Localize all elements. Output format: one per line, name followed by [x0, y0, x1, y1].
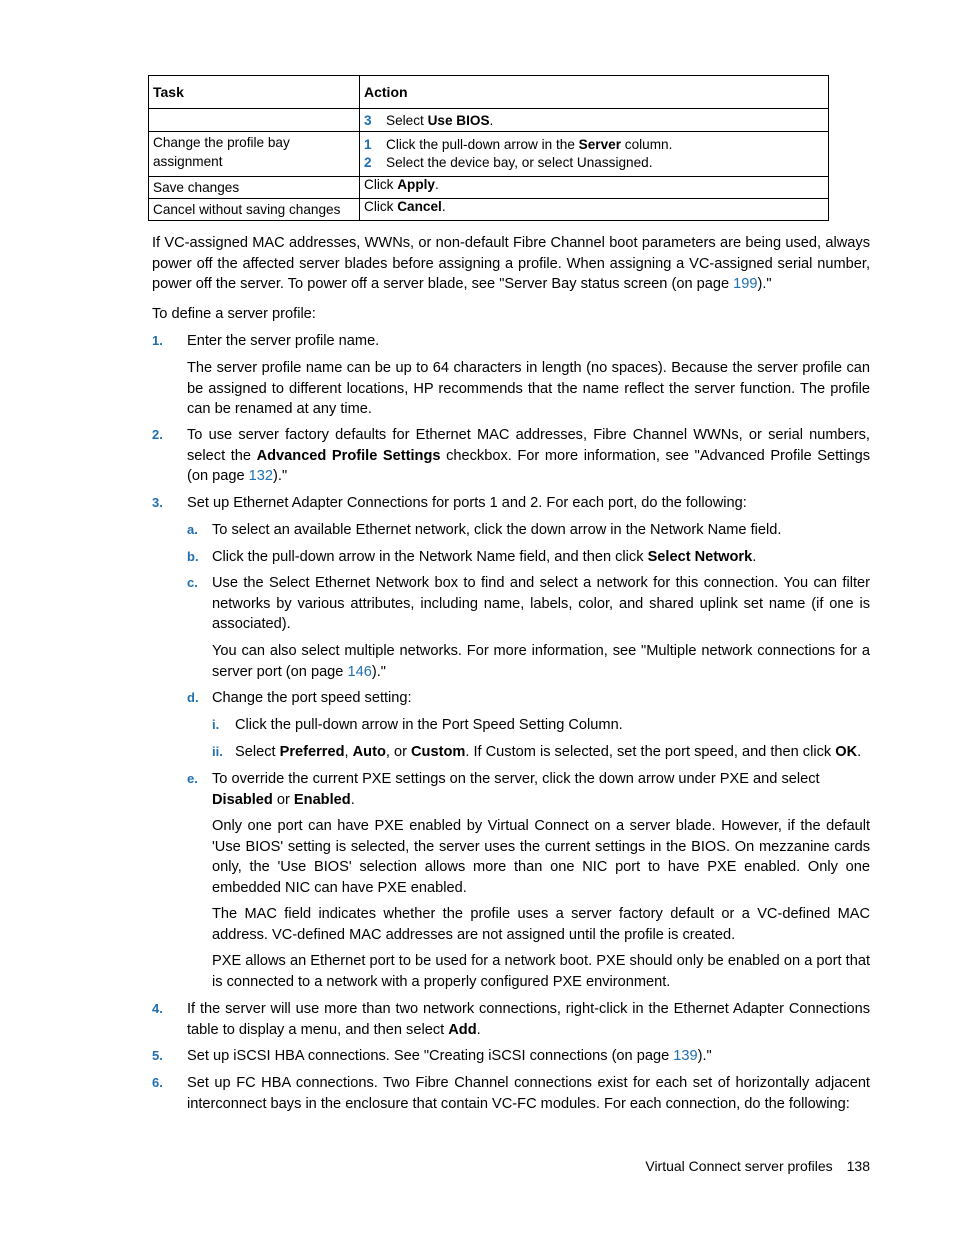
page-footer [645, 1158, 870, 1174]
text: To override the current PXE settings on the server, click the down arrow under PXE and select [212, 771, 820, 787]
bold-text: Select Network [647, 549, 753, 565]
footer-page-number: 138 [846, 1158, 870, 1174]
bold-text: Add [448, 1021, 477, 1038]
text: or [272, 791, 294, 808]
text: )." [371, 663, 386, 680]
bold-text: Auto [352, 744, 386, 760]
bold-text: Advanced Profile Settings [256, 447, 441, 464]
step-number: 3. [152, 495, 163, 510]
step-bold: Server [578, 137, 621, 152]
step-bold: Cancel [397, 199, 442, 214]
page-link[interactable]: 199 [733, 276, 758, 293]
bold-text: Preferred [279, 744, 345, 760]
text: If the server will use more than two network connections, right-click in the Ethernet Adapter Connections table to display a menu, and then select [187, 1001, 870, 1038]
step-text: . [489, 112, 494, 128]
text: )." [273, 468, 288, 485]
table-cell-action [360, 177, 829, 199]
table-cell-task: Change the profile bay assignment [149, 132, 360, 177]
substep-letter: b. [187, 549, 199, 564]
page-link[interactable]: 132 [248, 468, 274, 485]
substep-note [212, 641, 870, 682]
step-text [187, 425, 870, 487]
text: , [344, 744, 353, 760]
step-text: . [435, 177, 439, 192]
intro-end: )." [757, 276, 772, 293]
define-label: To define a server profile: [152, 306, 316, 322]
text: . [752, 549, 757, 565]
step-text: column. [621, 137, 673, 152]
page-link[interactable]: 146 [347, 663, 372, 680]
text: . [857, 744, 862, 760]
table-cell-task: Save changes [149, 177, 360, 199]
substep-text: To select an available Ethernet network, click the down arrow in the Network Name field. [212, 522, 782, 538]
step-bold: Apply [397, 177, 435, 192]
step-number: 3 [364, 112, 372, 128]
step-text: Enter the server profile name. [187, 333, 380, 349]
text: . [350, 791, 355, 808]
table-cell-action [360, 132, 829, 177]
intro-paragraph [152, 233, 870, 295]
step-number: 1 [364, 137, 372, 152]
substep-roman: ii. [212, 744, 223, 759]
table-header-action: Action [360, 76, 829, 109]
table-cell-task: Cancel without saving changes [149, 199, 360, 221]
bold-text: Enabled [293, 791, 351, 808]
step-text: Select the device bay, or select Unassigned. [386, 155, 653, 170]
substep-text [235, 742, 870, 763]
step-number: 6. [152, 1075, 163, 1090]
step-number: 1. [152, 333, 163, 348]
substep-letter: e. [187, 771, 198, 786]
text: . [476, 1021, 481, 1038]
substep-letter: d. [187, 690, 199, 705]
substep-text: Change the port speed setting: [212, 690, 412, 706]
table-header-task: Task [149, 76, 360, 109]
step-number: 4. [152, 1001, 163, 1016]
step-note: The server profile name can be up to 64 characters in length (no spaces). Because the server profile can be assigned to different locations, HP recommends that the name reflect the server function. The profile can be renamed at any time. [187, 360, 870, 418]
substep-letter: c. [187, 575, 198, 590]
substep-text [212, 769, 870, 810]
text: You can also select multiple networks. For more information, see "Multiple network connections for a server port (on page [212, 643, 870, 680]
step-text [187, 1046, 870, 1067]
substep-letter: a. [187, 522, 198, 537]
text: . If Custom is selected, set the port speed, and then click [465, 744, 836, 760]
substep-text: Use the Select Ethernet Network box to find and select a network for this connection. You can filter networks by various attributes, including name, labels, color, and shared uplink set name (if one is associated). [212, 575, 870, 633]
step-bold: Use BIOS [427, 112, 490, 128]
step-text: . [441, 199, 446, 214]
step-text: Set up FC HBA connections. Two Fibre Channel connections exist for each set of horizontally adjacent interconnect bays in the enclosure that contain VC-FC modules. For each connection, do the following: [187, 1075, 870, 1112]
page-link[interactable]: 139 [673, 1048, 698, 1064]
step-number: 5. [152, 1048, 163, 1063]
substep-note: PXE allows an Ethernet port to be used for a network boot. PXE should only be enabled on a port that is connected to a network with a properly configured PXE environment. [212, 953, 870, 990]
text: To use server factory defaults for Ethernet MAC addresses, Fibre Channel WWNs, or serial numbers, select the [187, 427, 870, 464]
step-text: Select [386, 112, 428, 128]
step-number: 2. [152, 427, 163, 442]
text: )." [697, 1048, 712, 1064]
bold-text: Disabled [212, 791, 273, 808]
bold-text: OK [835, 744, 858, 760]
substep-note: The MAC field indicates whether the profile uses a server factory default or a VC-defined MAC address. VC-defined MAC addresses are not assigned until the profile is created. [212, 906, 870, 943]
substep-text [212, 547, 870, 568]
substep-roman: i. [212, 717, 220, 732]
bold-text: Custom [411, 744, 466, 760]
task-action-table [148, 75, 829, 221]
step-text: Click [364, 177, 398, 192]
substep-text: Click the pull-down arrow in the Port Speed Setting Column. [235, 717, 623, 733]
text: Click the pull-down arrow in the Network Name field, and then click [212, 549, 648, 565]
step-text: Set up Ethernet Adapter Connections for ports 1 and 2. For each port, do the following: [187, 495, 747, 511]
text: checkbox. For more information, see "Advanced Profile Settings (on page [187, 447, 870, 485]
table-cell-action [360, 199, 829, 221]
step-text: Click [364, 199, 398, 214]
substep-note: Only one port can have PXE enabled by Virtual Connect on a server blade. However, if the default 'Use BIOS' setting is selected, the server uses the current settings in the BIOS. On mezzanine cards only, the 'Use BIOS' selection allows more than one NIC port to have PXE enabled. Only one embedded NIC can have PXE enabled. [212, 818, 870, 896]
text: Select [235, 744, 280, 760]
step-number: 2 [364, 155, 372, 170]
step-text: Click the pull-down arrow in the [386, 137, 579, 152]
text: , or [385, 744, 412, 760]
footer-section: Virtual Connect server profiles [645, 1158, 833, 1174]
table-cell-task [149, 109, 360, 132]
step-text [187, 999, 870, 1040]
table-cell-action [360, 109, 829, 132]
text: Set up iSCSI HBA connections. See "Creating iSCSI connections (on page [187, 1048, 674, 1064]
intro-text: If VC-assigned MAC addresses, WWNs, or non-default Fibre Channel boot parameters are being used, always power off the affected server blades before assigning a profile. When assigning a VC-assigned serial number, power off the server. To power off a server blade, see "Server Bay status screen (on page [152, 235, 870, 293]
